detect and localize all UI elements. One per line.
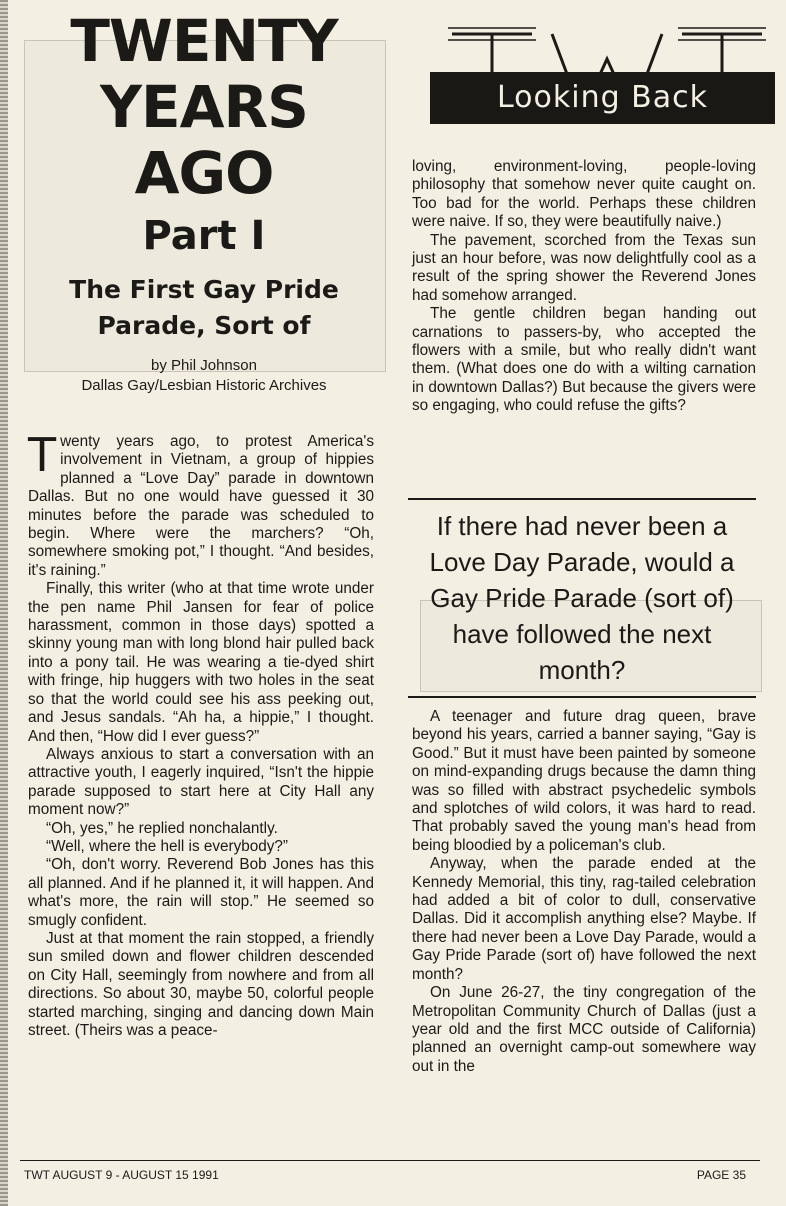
paragraph: The pavement, scorched from the Texas sun just an hour before, was now delightfully cool as a result of the spring shower the Reverend Jones had somehow arranged. <box>412 231 756 304</box>
page-number: PAGE 35 <box>696 1168 746 1182</box>
paragraph: Always anxious to start a conversation with an attractive youth, I eagerly inquired, “Isn't the hippie parade supposed to start here at City Hall any moment now?” <box>28 745 374 819</box>
article-column-right-bottom <box>412 708 756 1076</box>
article-column-right-top <box>412 158 756 416</box>
paragraph: The gentle children began handing out carnations to passers-by, who accepted the flowers with a smile, but who really didn't want them. (What does one do with a wilting carnation in downtown Dallas?) But because the givers were so engaging, who could refuse the gifts? <box>412 305 756 415</box>
paragraph: On June 26-27, the tiny congregation of the Metropolitan Community Church of Dallas (just a year old and the first MCC outside of California) planned an overnight camp-out somewhere way out in the <box>412 984 756 1075</box>
paragraph: “Oh, don't worry. Reverend Bob Jones has this all planned. And if he planned it, it will happen. And what's more, the rain will stop.” He seemed so smugly confident. <box>28 856 374 929</box>
article-column-left <box>28 428 374 1040</box>
headline-line: YEARS <box>100 73 308 141</box>
paragraph: Just at that moment the rain stopped, a friendly sun smiled down and flower children descended on City Hall, seemingly from nowhere and from all directions. So about 30, maybe 50, colorful people started marching, singing and dancing down Main street. (Theirs was a peace- <box>28 929 374 1039</box>
paragraph: “Oh, yes,” he replied nonchalantly. <box>46 819 278 837</box>
paragraph: Finally, this writer (who at that time wrote under the pen name Phil Jansen for fear of police harassment, common in those days) spotted a skinny young man with long blond hair pulled back into a pony tail. He was wearing a tie-dyed shirt with fringe, hip huggers with two holes in the seat so that the world could see his ass peeking out, and Jesus sandals. “Ah ha, a hippie,” I thought. And then, “How did I ever guess?” <box>28 580 374 745</box>
subtitle: The First Gay Pride Parade, Sort of <box>69 275 339 340</box>
byline-affiliation: Dallas Gay/Lesbian Historic Archives <box>81 377 327 394</box>
issue-date: TWT AUGUST 9 - AUGUST 15 1991 <box>24 1168 219 1182</box>
headline-line: TWENTY <box>70 7 338 75</box>
headline-line: AGO <box>134 139 274 207</box>
footer-divider <box>20 1160 760 1161</box>
headline-block <box>20 8 388 396</box>
paragraph: loving, environment-loving, people-loving philosophy that somehow never quite caught on. Too bad for the world. Perhaps these children were naive. If so, they were beautifully naive.) <box>412 158 756 231</box>
part-label: Part I <box>142 213 266 259</box>
paragraph: “Well, where the hell is everybody?” <box>46 837 289 855</box>
section-logo <box>420 10 770 160</box>
page-edge <box>0 0 8 1206</box>
byline-author: by Phil Johnson <box>151 357 257 374</box>
section-banner: Looking Back <box>430 72 775 124</box>
dropcap: T <box>28 428 57 482</box>
paragraph: Anyway, when the parade ended at the Kennedy Memorial, this tiny, rag-tailed celebration had added a bit of color to dull, conservative Dallas. Did it accomplish anything else? Maybe. If there had never been a Love Day Parade, would a Gay Pride Parade (sort of) have followed the next month? <box>412 855 756 983</box>
pull-quote: If there had never been a Love Day Parade, would a Gay Pride Parade (sort of) have followed the next month? <box>408 498 756 698</box>
paragraph: Twenty years ago, to protest America's involvement in Vietnam, a group of hippies planned a “Love Day” parade in downtown Dallas. But no one would have guessed it 30 minutes before the parade was scheduled to begin. Where were the marchers? “Oh, somewhere smoking pot,” I thought. “And besides, it's raining.” <box>28 428 374 579</box>
paragraph: A teenager and future drag queen, brave beyond his years, carried a banner saying, “Gay is Good.” But it must have been painted by someone on mind-expanding drugs because the damn thing was so filled with abstract psychedelic symbols and splotches of wild colors, it was hard to read. That probably saved the young man's head from being bloodied by a policeman's club. <box>412 708 756 854</box>
